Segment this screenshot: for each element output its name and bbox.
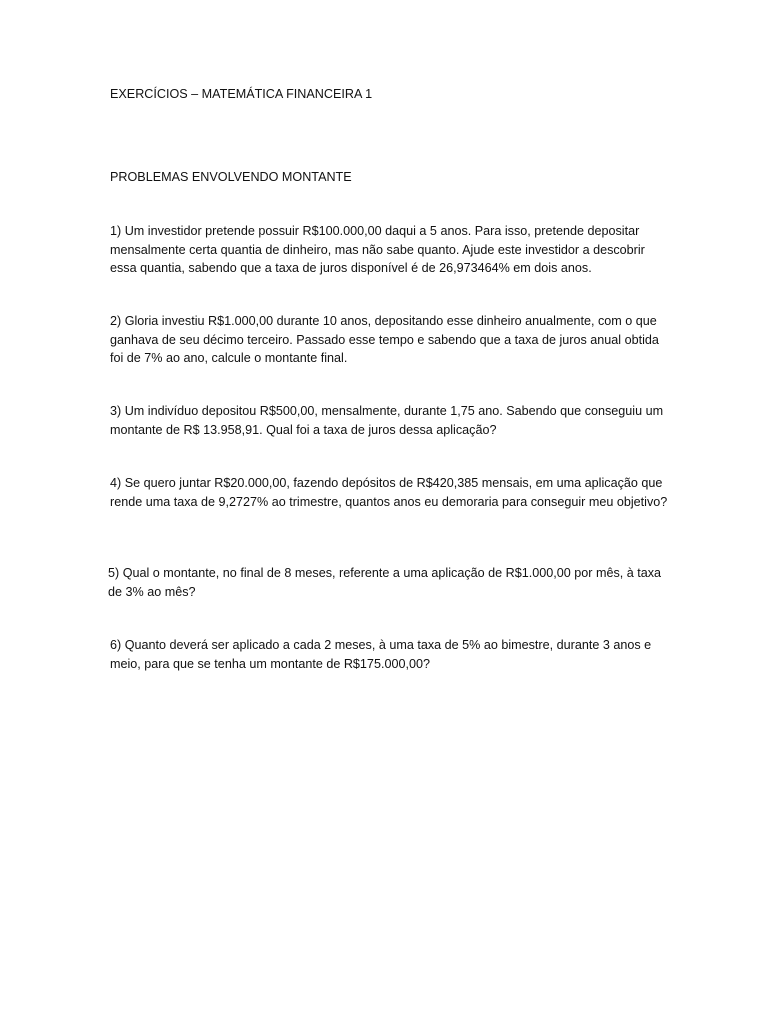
question-6: 6) Quanto deverá ser aplicado a cada 2 meses, à uma taxa de 5% ao bimestre, durante 3 anos e meio, para que se tenha um montante de R$175.000,00? <box>110 638 652 671</box>
document-title: EXERCÍCIOS – MATEMÁTICA FINANCEIRA 1 <box>110 87 373 101</box>
question-4: 4) Se quero juntar R$20.000,00, fazendo depósitos de R$420,385 mensais, em uma aplicação que rende uma taxa de 9,2727% ao trimestre, quantos anos eu demoraria para conseguir meu objetivo? <box>110 476 668 509</box>
question-3: 3) Um indivíduo depositou R$500,00, mensalmente, durante 1,75 ano. Sabendo que conseguiu um montante de R$ 13.958,91. Qual foi a taxa de juros dessa aplicação? <box>110 404 664 437</box>
question-2: 2) Gloria investiu R$1.000,00 durante 10 anos, depositando esse dinheiro anualmente, com o que ganhava de seu décimo terceiro. Passado esse tempo e sabendo que a taxa de juros anual obtida foi de 7% ao ano, calcule o montante final. <box>110 314 659 365</box>
question-5: 5) Qual o montante, no final de 8 meses, referente a uma aplicação de R$1.000,00 por mês, à taxa de 3% ao mês? <box>108 566 662 599</box>
question-1: 1) Um investidor pretende possuir R$100.000,00 daqui a 5 anos. Para isso, pretende depositar mensalmente certa quantia de dinheiro, mas não sabe quanto. Ajude este investidor a descobrir essa quantia, sabendo que a taxa de juros disponível é de 26,973464% em dois anos. <box>110 224 645 275</box>
section-heading: PROBLEMAS ENVOLVENDO MONTANTE <box>110 170 352 184</box>
